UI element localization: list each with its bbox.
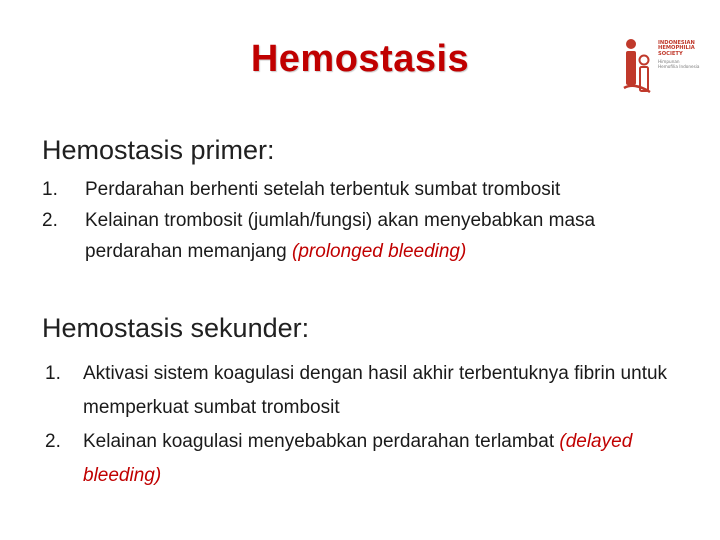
- list-item-emphasis: (delayed bleeding): [83, 431, 633, 486]
- list-item-number: 1.: [42, 179, 58, 200]
- list-item-number: 1.: [45, 363, 61, 384]
- logo-subtitle-line: Himpunan: [658, 59, 680, 65]
- logo-subtitle: [658, 60, 699, 69]
- list-item-number: 2.: [42, 210, 58, 231]
- logo-name-line: HEMOPHILIA: [658, 45, 695, 52]
- list-item-emphasis: (prolonged bleeding): [292, 241, 467, 262]
- list-item: [42, 174, 682, 205]
- list-item: [45, 357, 685, 425]
- logo-name-line: SOCIETY: [658, 50, 683, 57]
- list-item: [42, 205, 682, 267]
- list-item-number: 2.: [45, 431, 61, 452]
- secondary-list: [45, 357, 685, 493]
- hemophilia-society-logo: [620, 36, 702, 100]
- hemophilia-society-logo-icon: [620, 36, 656, 94]
- logo-subtitle-line: Hemofilia Indonesia: [658, 63, 700, 69]
- logo-name: [658, 41, 699, 57]
- list-item-text: Kelainan koagulasi menyebabkan perdarahan terlambat: [83, 431, 560, 452]
- list-item-text: Perdarahan berhenti setelah terbentuk sumbat trombosit: [85, 179, 561, 200]
- list-item-text: Aktivasi sistem koagulasi dengan hasil akhir terbentuknya fibrin untuk memperkuat sumbat trombosit: [83, 363, 668, 418]
- logo-name-line: INDONESIAN: [658, 40, 695, 46]
- primary-heading: Hemostasis primer:: [42, 135, 275, 165]
- slide-title: Hemostasis: [250, 38, 470, 80]
- secondary-heading: Hemostasis sekunder:: [42, 313, 310, 343]
- primary-list: [42, 174, 682, 267]
- list-item: [45, 425, 685, 493]
- list-item-text: Kelainan trombosit (jumlah/fungsi) akan menyebabkan masa perdarahan memanjang: [85, 210, 596, 262]
